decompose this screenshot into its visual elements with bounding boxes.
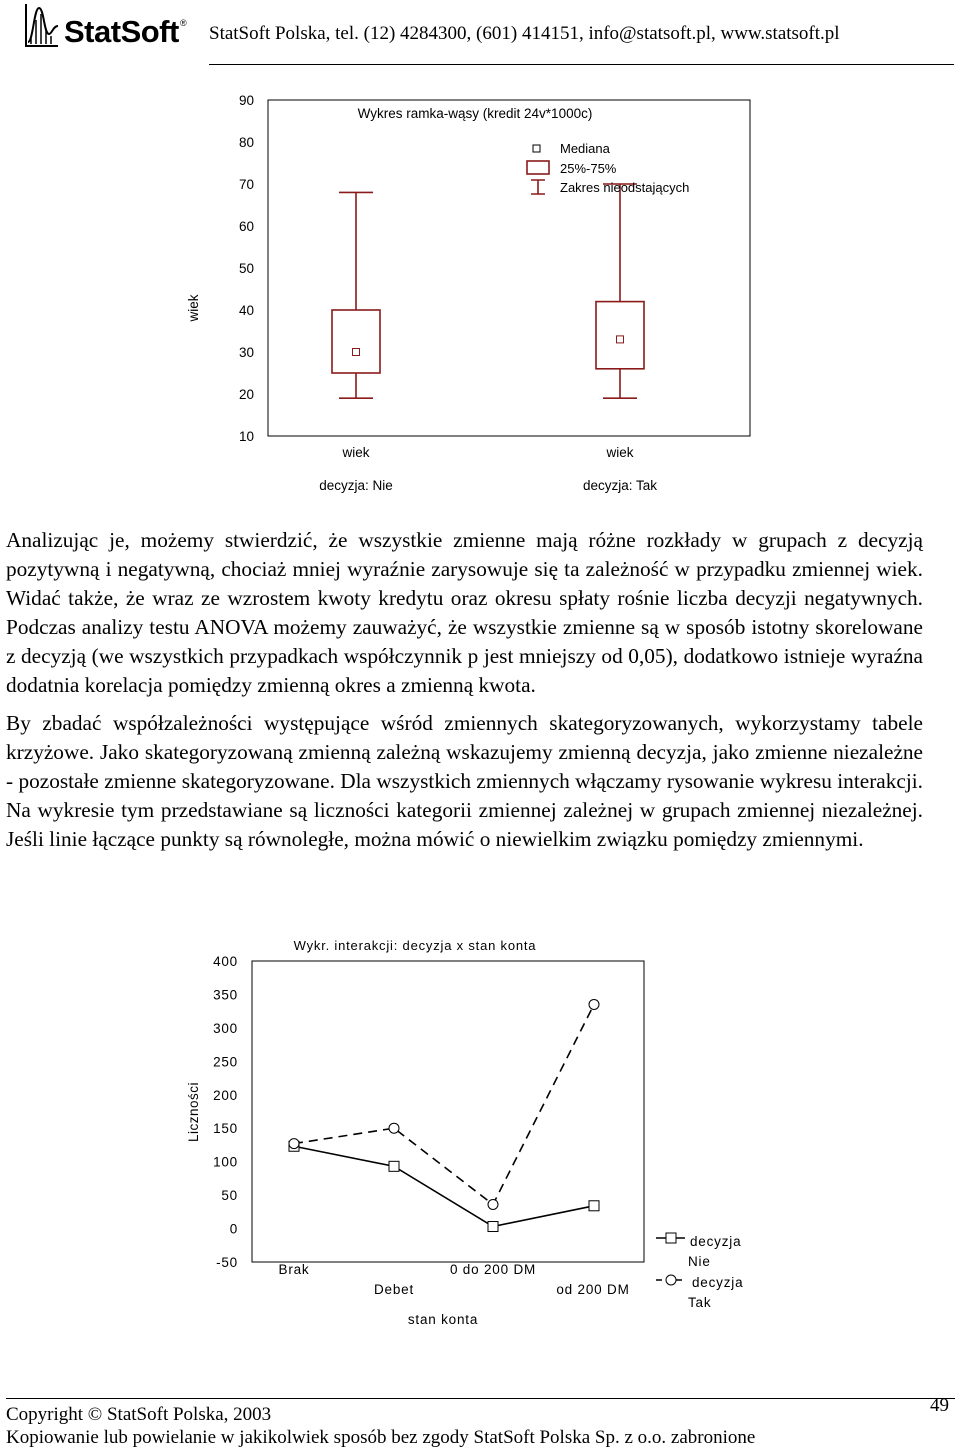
page-number: 49 xyxy=(930,1395,949,1416)
x-tick-label: Debet xyxy=(373,1282,415,1297)
legend-box-label: 25%-75% xyxy=(560,161,617,176)
y-tick-label: 70 xyxy=(238,177,254,192)
legend-square-marker xyxy=(666,1233,676,1243)
x-tick-label: wiek xyxy=(342,445,370,460)
y-tick-label: 50 xyxy=(221,1188,238,1204)
y-tick-label: -50 xyxy=(216,1255,238,1270)
logo-text: StatSoft xyxy=(64,14,179,49)
legend-circle-marker xyxy=(666,1275,676,1285)
data-point-square xyxy=(389,1161,399,1171)
paragraph: By zbadać współzależności występujące wśród zmiennych skategoryzowanych, wykorzystamy tabele krzyżowe. Jako skategoryzowaną zmienną zależną wskazujemy zmienną decyzja, jako zmienne niezależne - pozostałe zmienne skategoryzowane. Dla wszystkich zmiennych włączamy rysowanie wykresu interakcji. Na wykresie tym przedstawiane są liczności kategorii zmiennej zależnej w grupach zmiennej niezależnej. Jeśli linie łączące punkty są równoległe, można mówić o niewielkim związku pomiędzy zmiennymi. xyxy=(6,711,923,851)
plot-frame xyxy=(268,100,750,436)
y-axis-ticks xyxy=(239,93,254,444)
x-tick-label: wiek xyxy=(606,445,634,460)
iqr-box xyxy=(596,302,644,369)
x-tick-label: Brak xyxy=(278,1262,310,1277)
y-tick-label: 300 xyxy=(213,1020,238,1036)
y-axis-label: Liczności xyxy=(186,1081,201,1143)
y-tick-label: 0 xyxy=(229,1221,238,1237)
x-axis-ticks xyxy=(279,1262,630,1297)
y-tick-label: 20 xyxy=(238,387,254,402)
y-tick-label: 100 xyxy=(213,1154,238,1170)
legend-median-label: Mediana xyxy=(560,141,610,156)
y-tick-label: 250 xyxy=(213,1054,238,1070)
group-label: decyzja: Nie xyxy=(319,478,393,493)
data-point-square xyxy=(589,1201,599,1211)
box-plot-chart xyxy=(0,90,960,510)
legend-series-nie-line1: decyzja xyxy=(690,1234,742,1249)
chart-title: Wykres ramka-wąsy (kredit 24v*1000c) xyxy=(357,106,593,121)
legend-box-marker xyxy=(527,161,549,174)
y-tick-label: 30 xyxy=(238,345,254,360)
y-tick-label: 150 xyxy=(213,1121,238,1137)
x-axis-label: stan konta xyxy=(407,1312,479,1327)
median-marker xyxy=(617,336,624,343)
statsoft-logo-icon xyxy=(24,2,60,48)
series-line-nie xyxy=(294,1146,594,1226)
y-tick-label: 60 xyxy=(238,219,254,234)
series-lines xyxy=(289,999,599,1231)
y-tick-label: 200 xyxy=(213,1087,238,1103)
data-point-circle xyxy=(589,999,599,1009)
y-axis-label: wiek xyxy=(186,294,201,322)
data-point-square xyxy=(488,1222,498,1232)
y-tick-label: 40 xyxy=(238,303,254,318)
header-rule xyxy=(209,64,954,65)
logo-registered-mark: ® xyxy=(180,18,187,28)
paragraph: Analizując je, możemy stwierdzić, że wszystkie zmienne mają różne rozkłady w grupach z decyzją pozytywną i negatywną, chociaż mniej wyraźnie zarysowuje się ta zależność w przypadku zmiennej wiek. Widać także, że wraz ze wzrostem kwoty kredytu oraz okresu spłaty rośnie liczba decyzji negatywnych. Podczas analizy testu ANOVA możemy zauważyć, że wszystkie zmienne są w sposób istotny skorelowane z decyzją (we wszystkich przypadkach współczynnik p jest mniejszy od 0,05), dodatkowo istnieje wyraźna dodatnia korelacja pomiędzy zmienną okres a zmienną kwota. xyxy=(6,528,923,697)
chart-title: Wykr. interakcji: decyzja x stan konta xyxy=(293,938,537,953)
data-point-circle xyxy=(289,1139,299,1149)
page-header xyxy=(0,0,960,68)
legend-whisker-label: Zakres nieodstających xyxy=(560,180,690,195)
legend-whisker-marker xyxy=(531,180,545,194)
body-text xyxy=(6,526,923,863)
legend-series-tak-line2: Tak xyxy=(688,1295,712,1310)
data-point-circle xyxy=(488,1199,498,1209)
y-axis-ticks xyxy=(213,954,238,1270)
y-tick-label: 90 xyxy=(238,93,254,108)
chart-legend xyxy=(656,1233,743,1310)
legend-series-tak-line1: decyzja xyxy=(692,1275,744,1290)
x-tick-label: od 200 DM xyxy=(556,1282,630,1297)
plot-frame xyxy=(252,961,644,1262)
legend-series-nie-line2: Nie xyxy=(688,1254,711,1269)
x-tick-label: 0 do 200 DM xyxy=(449,1262,537,1277)
y-tick-label: 350 xyxy=(213,987,238,1003)
median-marker xyxy=(353,349,360,356)
legend-median-marker xyxy=(533,145,540,152)
data-point-circle xyxy=(389,1123,399,1133)
chart-legend xyxy=(527,141,689,195)
footer-copyright: Copyright © StatSoft Polska, 2003 xyxy=(6,1404,272,1425)
group-label: decyzja: Tak xyxy=(582,478,658,493)
series-line-tak xyxy=(294,1004,594,1204)
iqr-box xyxy=(332,310,380,373)
footer-rule xyxy=(6,1398,955,1399)
y-tick-label: 80 xyxy=(238,135,254,150)
y-tick-label: 10 xyxy=(238,429,254,444)
footer-notice: Kopiowanie lub powielanie w jakikolwiek sposób bez zgody StatSoft Polska Sp. z o.o. zabronione xyxy=(6,1427,756,1448)
header-contact: StatSoft Polska, tel. (12) 4284300, (601) 414151, info@statsoft.pl, www.statsoft.pl xyxy=(209,23,840,44)
y-tick-label: 400 xyxy=(213,954,238,969)
y-tick-label: 50 xyxy=(238,261,254,276)
box-groups xyxy=(319,184,657,493)
interaction-line-chart xyxy=(0,928,960,1338)
